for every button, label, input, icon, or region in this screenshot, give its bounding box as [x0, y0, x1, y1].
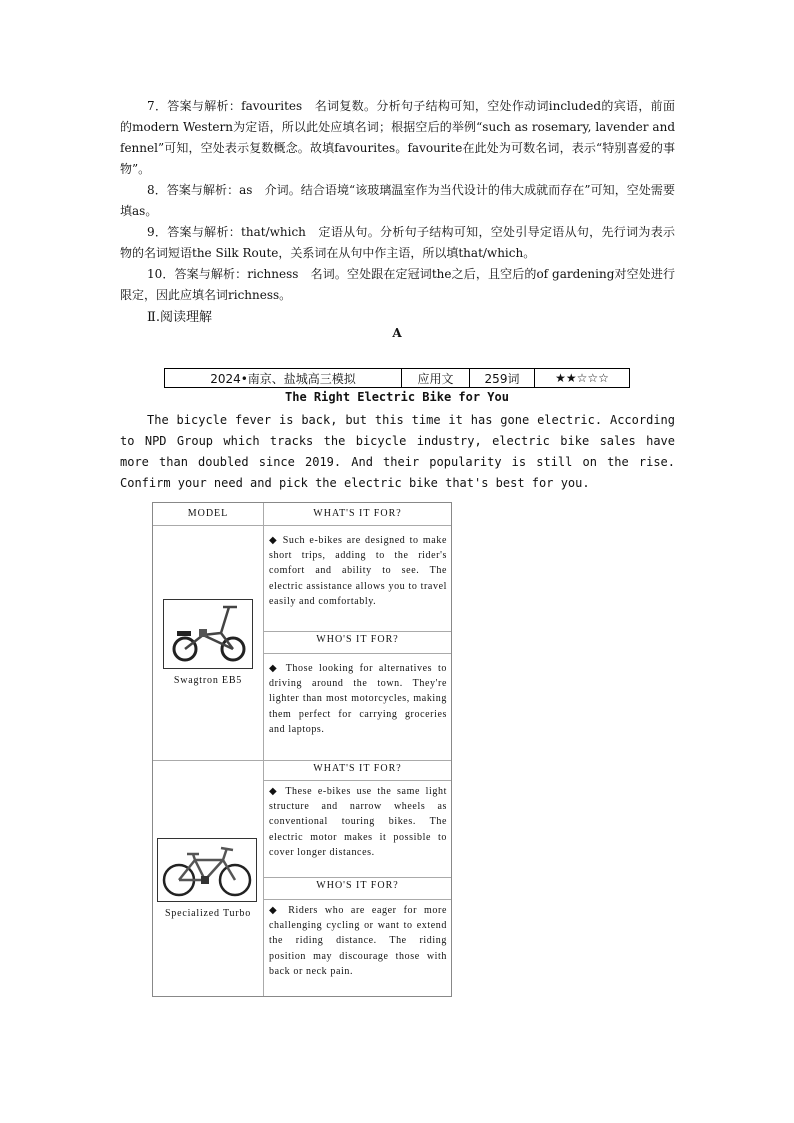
answer-9: 9．答案与解析：that/which 定语从句。分析句子结构可知，空处引导定语从句，先行词为表示物的名词短语the Silk Route，关系词在从句中作主语，所以填that/which。	[120, 225, 675, 260]
section-heading: Ⅱ.阅读理解	[147, 310, 212, 325]
row2-who-header: WHO'S IT FOR?	[316, 880, 399, 891]
header-what: WHAT'S IT FOR?	[264, 503, 451, 526]
info-word-count: 259词	[470, 369, 535, 388]
row-rule	[264, 877, 451, 878]
row2-model-name: Specialized Turbo	[164, 908, 252, 919]
specialized-turbo-bike-image	[157, 838, 257, 907]
answer-8: 8．答案与解析：as 介词。结合语境“该玻璃温室作为当代设计的伟大成就而存在”可知，空处需要填as。	[120, 183, 675, 218]
row1-who-header: WHO'S IT FOR?	[316, 634, 399, 645]
ebike-table	[152, 502, 452, 997]
row2-who-text: ◆ Riders who are eager for more challenging cycling or want to extend the riding distance. The riding position may discourage those with back or neck pain.	[269, 905, 447, 977]
info-genre: 应用文	[402, 369, 470, 388]
row-rule	[264, 780, 451, 781]
row1-what-text: ◆ Such e-bikes are designed to make short trips, adding to the rider's comfort and ability to see. The electric assistance allows you to travel easily and comfortably.	[269, 535, 447, 607]
passage-intro: The bicycle fever is back, but this time it has gone electric. According to NPD Group which tracks the bicycle industry, electric bike sales have more than doubled since 2019. And their popularity is still on the rise. Confirm your need and pick the electric bike that's best for you.	[120, 413, 675, 490]
row1-who-text: ◆ Those looking for alternatives to driving around the town. They're lighter than most motorcycles, making them perfect for carrying groceries and laptops.	[269, 663, 447, 735]
row-rule	[264, 653, 451, 654]
answer-10: 10．答案与解析：richness 名词。空处跟在定冠词the之后，且空后的of gardening对空处进行限定，因此应填名词richness。	[120, 267, 675, 302]
passage-letter: A	[392, 326, 402, 340]
row2-what-header: WHAT'S IT FOR?	[313, 763, 402, 774]
passage-info-bar	[164, 368, 630, 388]
passage-title: The Right Electric Bike for You	[285, 390, 509, 404]
info-difficulty: ★★☆☆☆	[535, 369, 630, 388]
row-rule	[264, 899, 451, 900]
info-source: 2024•南京、盐城高三模拟	[165, 369, 402, 388]
row1-model-name: Swagtron EB5	[173, 675, 243, 686]
row-rule	[264, 631, 451, 632]
header-model: MODEL	[153, 503, 263, 526]
row-rule	[153, 760, 451, 761]
swagtron-bike-image	[163, 599, 253, 674]
row2-what-text: ◆ These e-bikes use the same light structure and narrow wheels as conventional touring bikes. The electric motor makes it possible to cover longer distances.	[269, 786, 447, 858]
answer-7: 7．答案与解析：favourites 名词复数。分析句子结构可知，空处作动词included的宾语，前面的modern Western为定语，所以此处应填名词；根据空后的举例“such as rosemary, lavender and fennel”可知，空处表示复数概念。故填favourites。favourite在此处为可数名词，表示“特别喜爱的事物”。	[120, 99, 675, 176]
table-divider	[263, 503, 264, 996]
